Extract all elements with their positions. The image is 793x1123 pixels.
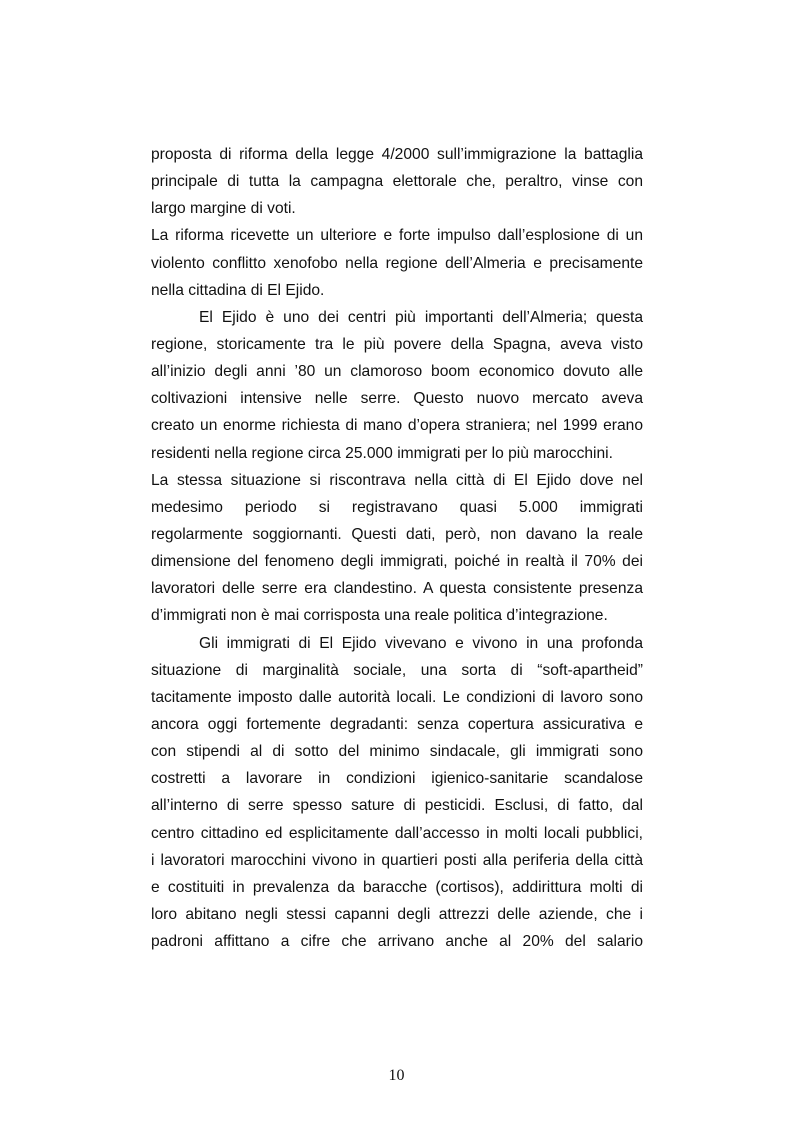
text-line: dimensione del fenomeno degli immigrati, poiché in realtà il 70% dei: [151, 553, 643, 571]
text-line: violento conflitto xenofobo nella regione dell’Almeria e precisamente: [151, 254, 643, 272]
text-line: La stessa situazione si riscontrava nella città di El Ejido dove nel: [151, 471, 643, 489]
text-line: costretti a lavorare in condizioni igienico-sanitarie scandalose: [151, 770, 643, 788]
text-line: principale di tutta la campagna elettorale che, peraltro, vinse con: [151, 173, 643, 191]
text-line: tacitamente imposto dalle autorità locali. Le condizioni di lavoro sono: [151, 688, 643, 706]
text-line: regolarmente soggiornanti. Questi dati, però, non davano la reale: [151, 525, 643, 543]
text-line: i lavoratori marocchini vivono in quartieri posti alla periferia della città: [151, 851, 643, 869]
text-line: residenti nella regione circa 25.000 immigrati per lo più marocchini.: [151, 444, 613, 462]
text-line: all’inizio degli anni ’80 un clamoroso boom economico dovuto alle: [151, 363, 643, 381]
text-line: d’immigrati non è mai corrisposta una reale politica d’integrazione.: [151, 607, 608, 625]
text-line: La riforma ricevette un ulteriore e forte impulso dall’esplosione di un: [151, 227, 643, 245]
text-line: creato un enorme richiesta di mano d’opera straniera; nel 1999 erano: [151, 417, 643, 435]
text-line: regione, storicamente tra le più povere della Spagna, aveva visto: [151, 335, 643, 353]
body-text: [151, 141, 643, 955]
text-line: ancora oggi fortemente degradanti: senza copertura assicurativa e: [151, 715, 643, 733]
text-line: nella cittadina di El Ejido.: [151, 281, 325, 299]
text-line: all’interno di serre spesso sature di pesticidi. Esclusi, di fatto, dal: [151, 797, 643, 815]
text-line: proposta di riforma della legge 4/2000 sull’immigrazione la battaglia: [151, 146, 643, 163]
text-line: e costituiti in prevalenza da baracche (cortisos), addirittura molti di: [151, 878, 643, 896]
text-line: medesimo periodo si registravano quasi 5.000 immigrati: [151, 498, 643, 516]
text-line: con stipendi al di sotto del minimo sindacale, gli immigrati sono: [151, 743, 643, 761]
text-line: padroni affittano a cifre che arrivano anche al 20% del salario: [151, 933, 643, 951]
page-number: 10: [388, 1067, 405, 1084]
text-line: El Ejido è uno dei centri più importanti dell’Almeria; questa: [199, 308, 643, 326]
text-line: centro cittadino ed esplicitamente dall’accesso in molti locali pubblici,: [151, 824, 643, 842]
text-line: situazione di marginalità sociale, una sorta di “soft-apartheid”: [151, 661, 643, 679]
text-line: largo margine di voti.: [151, 200, 296, 218]
text-line: lavoratori delle serre era clandestino. A questa consistente presenza: [151, 580, 643, 598]
text-line: loro abitano negli stessi capanni degli attrezzi delle aziende, che i: [151, 905, 643, 923]
text-line: coltivazioni intensive nelle serre. Questo nuovo mercato aveva: [151, 390, 643, 408]
text-line: Gli immigrati di El Ejido vivevano e vivono in una profonda: [199, 634, 643, 652]
